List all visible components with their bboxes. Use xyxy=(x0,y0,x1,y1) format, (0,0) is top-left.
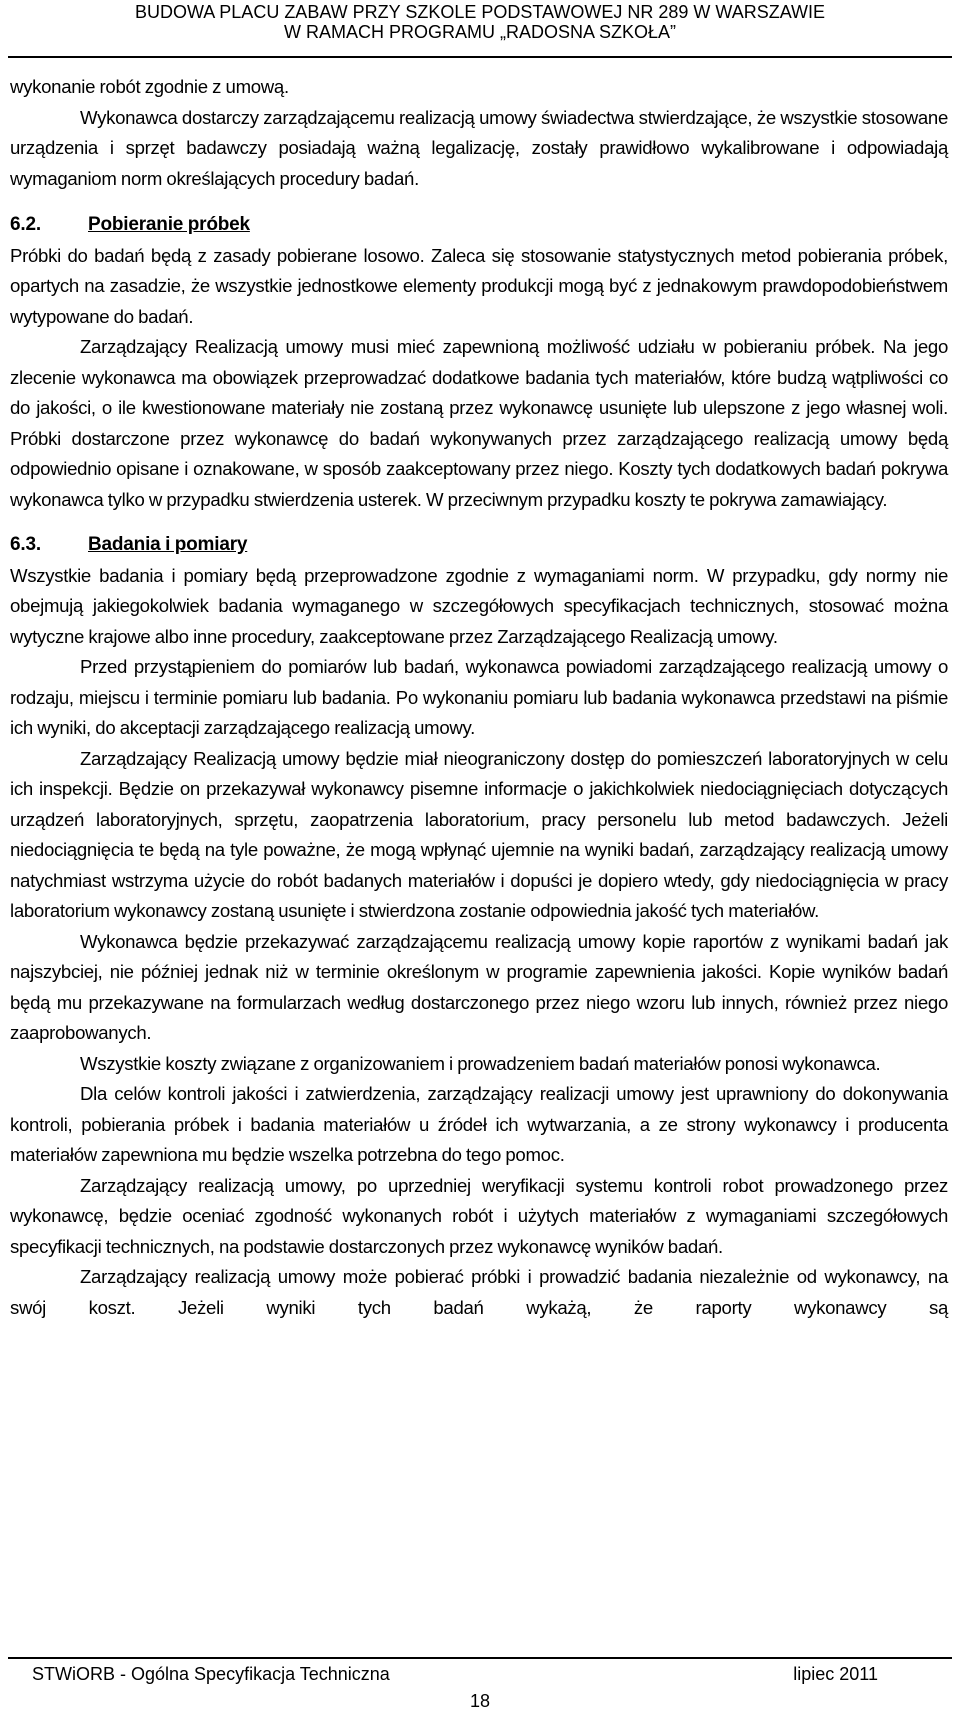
paragraph-continuation: wykonanie robót zgodnie z umową. xyxy=(10,76,289,97)
section-heading-6-2 xyxy=(10,210,948,241)
paragraph-lab-access: Zarządzający Realizacją umowy będzie miał nieograniczony dostęp do pomieszczeń laboratoryjnych w celu ich inspekcji. Będzie on przekazywał wykonawcy pisemne informacje o jakichkolwiek niedociągnięciach dotyczących urządzeń laboratoryjnych, sprzętu, zaopatrzenia laboratorium, pracy personelu lub metod badawczych. Jeżeli niedociągnięcia te będą na tyle poważne, że mogą wpłynąć ujemnie na wyniki badań, zarządzający realizacją umowy natychmiast wstrzyma użycie do robót badanych materiałów i dopuści je dopiero wtedy, gdy niedociągnięcia w pracy laboratorium wykonawcy zostaną usunięte i stwierdzona zostanie odpowiednia jakość tych materiałów. xyxy=(10,747,948,921)
paragraph-tests-norms: Wszystkie badania i pomiary będą przeprowadzone zgodnie z wymaganiami norm. W przypadku, gdy normy nie obejmują jakiegokolwiek badania wymaganego w szczegółowych specyfikacjach technicznych, stosować można wytyczne krajowe albo inne procedury, zaakceptowane przez Zarządzającego Realizacją umowy. xyxy=(10,564,948,647)
paragraph-quality-control: Dla celów kontroli jakości i zatwierdzenia, zarządzający realizacji umowy jest uprawniony do dokonywania kontroli, pobierania próbek i badania materiałów u źródeł ich wytwarzania, a ze strony wykonawcy i producenta materiałów zapewniona mu będzie wszelka potrzebna do tego pomoc. xyxy=(10,1083,948,1165)
section-number: 6.3. xyxy=(10,534,41,555)
paragraph-certificates: Wykonawca dostarczy zarządzającemu realizacją umowy świadectwa stwierdzające, że wszystkie stosowane urządzenia i sprzęt badawczy posiadają ważną legalizację, zostały prawidłowo wykalibrowane i odpowiadają wymaganiom norm określających procedury badań. xyxy=(10,106,948,189)
paragraph-sampling-supervision: Zarządzający Realizacją umowy musi mieć zapewnioną możliwość udziału w pobieraniu próbek. Na jego zlecenie wykonawca ma obowiązek przeprowadzać dodatkowe badania tych materiałów, które budzą wątpliwości co do jakości, o ile kwestionowane materiały nie zostaną przez wykonawcę usunięte lub ulepszone z jego własnej woli. Próbki dostarczone przez wykonawcę do badań wykonywanych przez zarządzającego realizacją umowy będą odpowiednio opisane i oznakowane, w sposób zaakceptowany przez niego. Koszty tych dodatkowych badań pokrywa wykonawca tylko w przypadku stwierdzenia usterek. W przeciwnym przypadku koszty te pokrywa zamawiający. xyxy=(10,336,948,510)
header-title-line-2: W RAMACH PROGRAMU „RADOSNA SZKOŁA” xyxy=(283,22,677,42)
page-header xyxy=(0,0,960,44)
paragraph-test-costs: Wszystkie koszty związane z organizowaniem i prowadzeniem badań materiałów ponosi wykonawca. xyxy=(80,1052,881,1074)
paragraph-independent-testing: Zarządzający realizacją umowy może pobierać próbki i prowadzić badania niezależnie od wykonawcy, na swój koszt. Jeżeli wyniki tych badań wykażą, że raporty wykonawcy są xyxy=(10,1266,948,1318)
section-heading-6-3 xyxy=(10,530,948,561)
footer-date: lipiec 2011 xyxy=(793,1664,878,1684)
paragraph-tests-notification: Przed przystąpieniem do pomiarów lub badań, wykonawca powiadomi zarządzającego realizacją umowy o rodzaju, miejscu i terminie pomiaru lub badania. Po wykonaniu pomiaru lub badania wykonawca przedstawi na piśmie ich wyniki, do akceptacji zarządzającego realizacją umowy. xyxy=(10,656,948,738)
paragraph-sampling-random: Próbki do badań będą z zasady pobierane losowo. Zaleca się stosowanie statystycznych metod pobierania próbek, opartych na zasadzie, że wszystkie jednostkowe elementy produkcji mogą być z jednakowym prawdopodobieństwem wytypowane do badań. xyxy=(10,244,948,327)
footer-divider xyxy=(8,1657,952,1659)
footer-document-title: STWiORB - Ogólna Specyfikacja Techniczna xyxy=(32,1664,390,1684)
page-number: 18 xyxy=(469,1691,491,1711)
document-body xyxy=(10,72,948,1323)
header-divider xyxy=(8,56,952,58)
paragraph-conformity-assessment: Zarządzający realizacją umowy, po uprzedniej weryfikacji systemu kontroli robot prowadzonego przez wykonawcę, będzie oceniać zgodność wykonanych robót i użytych materiałów z wymaganiami szczegółowych specyfikacji technicznych, na podstawie dostarczonych przez wykonawcę wyników badań. xyxy=(10,1174,948,1257)
header-title-line-1: BUDOWA PLACU ZABAW PRZY SZKOLE PODSTAWOWEJ NR 289 W WARSZAWIE xyxy=(134,2,826,22)
paragraph-report-copies: Wykonawca będzie przekazywać zarządzającemu realizacją umowy kopie raportów z wynikami badań jak najszybciej, nie później jednak niż w terminie określonym w programie zapewnienia jakości. Kopie wyników badań będą mu przekazywane na formularzach według dostarczonego przez niego wzoru lub innych, również przez niego zaaprobowanych. xyxy=(10,930,948,1043)
section-number: 6.2. xyxy=(10,214,41,235)
section-title: Pobieranie próbek xyxy=(88,214,250,235)
section-title: Badania i pomiary xyxy=(88,534,248,555)
